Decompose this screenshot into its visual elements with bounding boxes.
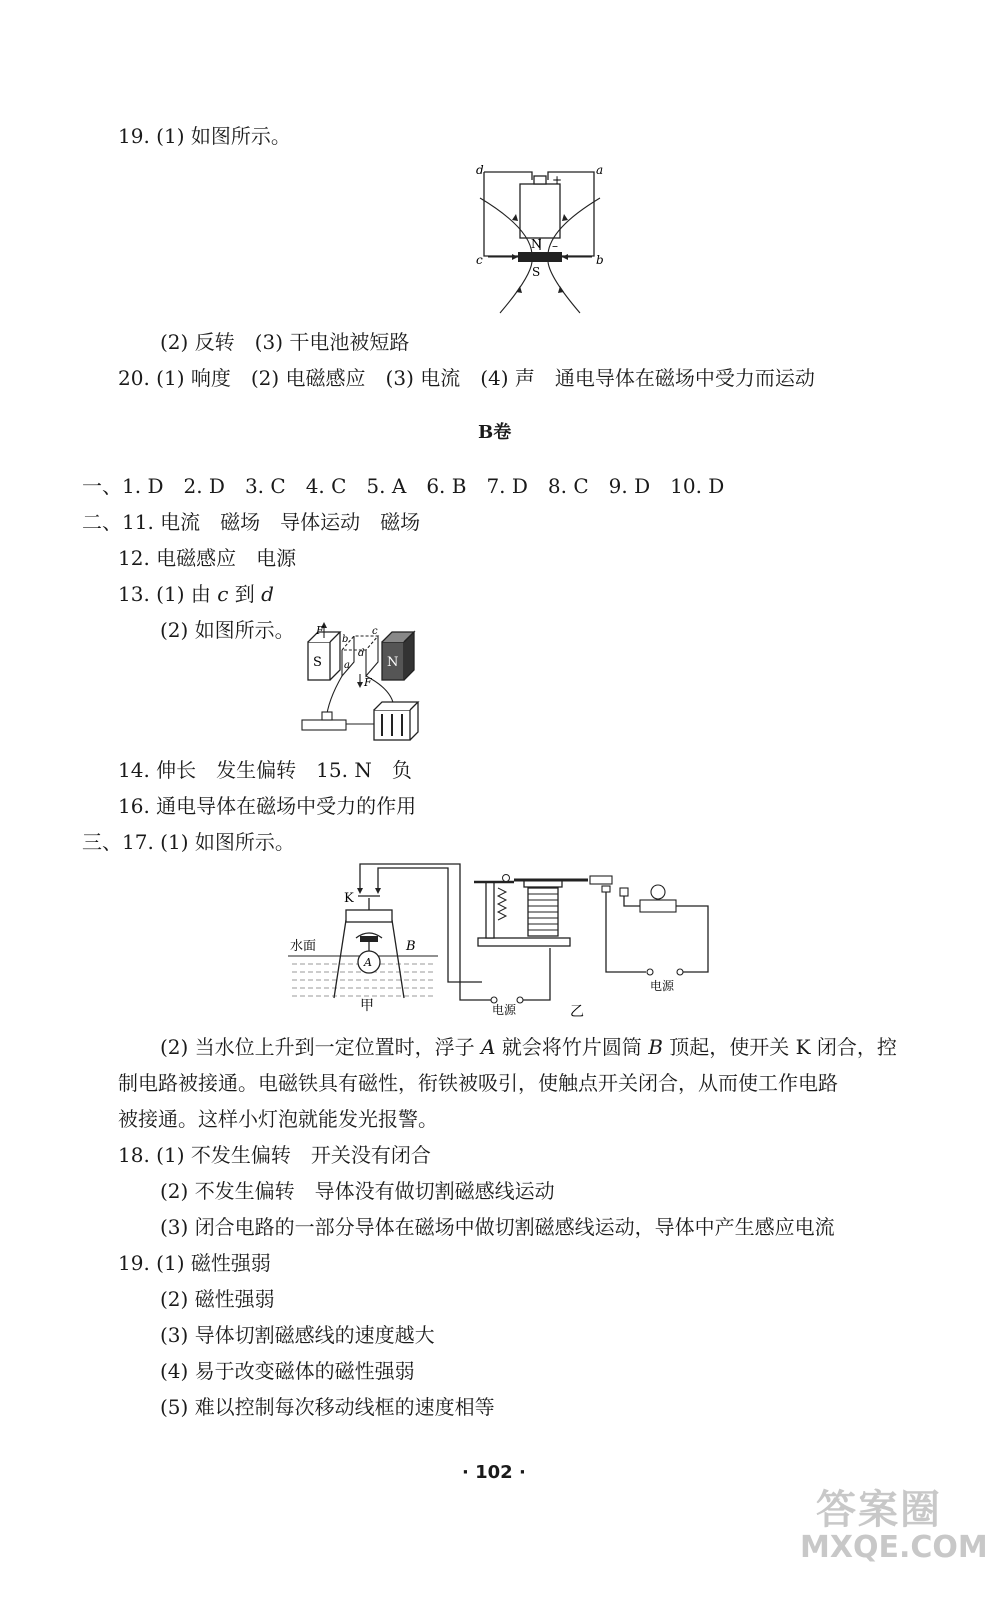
a-q19-part2-3: (2) 反转 (3) 干电池被短路 xyxy=(160,330,410,354)
fig3-float-a: A xyxy=(364,956,372,969)
fig1-label-c: c xyxy=(476,253,483,267)
fig1-north: N xyxy=(531,237,542,251)
b-q18-part3: (3) 闭合电路的一部分导体在磁场中做切割磁感线运动，导体中产生感应电流 xyxy=(160,1215,835,1239)
fig1-label-b: b xyxy=(596,253,604,267)
fig2-label-c: c xyxy=(372,626,378,637)
fig3-power-source-2: 电源 xyxy=(650,979,675,993)
fig3-tube-b: B xyxy=(406,939,416,954)
watermark-logo-text: 答案圈 xyxy=(816,1487,942,1533)
b-q13-part2: (2) 如图所示。 xyxy=(160,618,295,642)
fig2-label-b: b xyxy=(342,634,349,645)
b-q16: 16. 通电导体在磁场中受力的作用 xyxy=(118,794,417,818)
fig1-south: S xyxy=(532,265,541,279)
fig2-label-d: d xyxy=(358,648,365,659)
b-q17-part2-line1: (2) 当水位上升到一定位置时，浮子 A 就会将竹片圆筒 B 顶起，使开关 K 闭合，控 xyxy=(160,1035,897,1059)
b-q19-part2: (2) 磁性强弱 xyxy=(160,1287,275,1311)
b-choice-answers: 一、1. D 2. D 3. C 4. C 5. A 6. B 7. D 8. C 9. D 10. D xyxy=(82,474,725,498)
fig3-label-yi: 乙 xyxy=(570,1004,584,1018)
section-title-b: B卷 xyxy=(478,422,512,443)
b-q13-part1: 13. (1) 由 c 到 d xyxy=(118,582,274,606)
fig1-label-d: d xyxy=(476,163,484,177)
fig3-label-jia: 甲 xyxy=(360,998,374,1014)
b-q19-part3: (3) 导体切割磁感线的速度越大 xyxy=(160,1323,435,1347)
b-q12: 12. 电磁感应 电源 xyxy=(118,546,297,570)
fig3-power-source-1: 电源 xyxy=(492,1003,517,1017)
b-q11: 二、11. 电流 磁场 导体运动 磁场 xyxy=(82,510,421,534)
b-q19-part1: 19. (1) 磁性强弱 xyxy=(118,1251,271,1275)
b-q17-part2-line2: 制电路被接通。电磁铁具有磁性，衔铁被吸引，使触点开关闭合，从而使工作电路 xyxy=(118,1071,838,1095)
fig1-plus: + xyxy=(552,173,563,187)
fig2-force-bottom: F xyxy=(364,676,372,689)
b-q18-part2: (2) 不发生偏转 导体没有做切割磁感线运动 xyxy=(160,1179,555,1203)
page-number: · 102 · xyxy=(462,1462,526,1483)
fig1-label-a: a xyxy=(596,163,604,177)
b-q17-part2-line3: 被接通。这样小灯泡就能发光报警。 xyxy=(118,1107,438,1131)
b-q17-part1: 三、17. (1) 如图所示。 xyxy=(82,830,295,854)
b-q19-part5: (5) 难以控制每次移动线框的速度相等 xyxy=(160,1395,495,1419)
figure-water-level-alarm xyxy=(288,858,728,1018)
fig1-minus: – xyxy=(552,239,558,253)
fig2-force-top: F xyxy=(316,624,324,637)
fig3-water-surface: 水面 xyxy=(290,939,317,954)
fig3-switch-k: K xyxy=(344,891,354,906)
fig2-south: S xyxy=(313,655,322,670)
fig2-label-a: a xyxy=(344,660,350,671)
a-q19-part1: 19. (1) 如图所示。 xyxy=(118,124,291,148)
figure-conductor-in-field xyxy=(298,620,428,755)
watermark-url: MXQE.COM xyxy=(800,1530,988,1565)
b-q14-15: 14. 伸长 发生偏转 15. N 负 xyxy=(118,758,412,782)
b-q18-part1: 18. (1) 不发生偏转 开关没有闭合 xyxy=(118,1143,431,1167)
b-q19-part4: (4) 易于改变磁体的磁性强弱 xyxy=(160,1359,415,1383)
a-q20: 20. (1) 响度 (2) 电磁感应 (3) 电流 (4) 声 通电导体在磁场中受力而运动 xyxy=(118,366,815,390)
fig2-north: N xyxy=(387,655,399,670)
figure-magnet-field xyxy=(470,158,610,318)
